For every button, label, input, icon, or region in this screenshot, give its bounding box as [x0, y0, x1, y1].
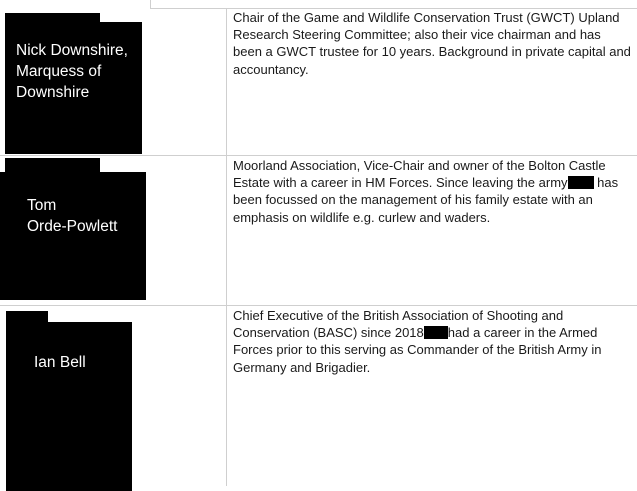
table-row: [0, 305, 637, 486]
redaction-box: [424, 326, 448, 339]
trustee-name: Tom Orde-Powlett: [27, 197, 118, 235]
description-text: had a career in the Armed Forces prior to this serving as Commander of the British Army in Germany and Brigadier.: [233, 325, 602, 375]
description-text: has been focussed on the management of his family estate with an emphasis on wildlife e.g. curlew and waders.: [233, 175, 619, 225]
redaction-box: [568, 176, 594, 189]
trustee-name: Ian Bell: [34, 354, 86, 371]
trustee-description: [233, 9, 633, 78]
trustee-description: [233, 307, 633, 376]
trustee-name: Nick Downshire, Marquess of Downshire: [16, 42, 128, 101]
description-text: Chair of the Game and Wildlife Conservation Trust (GWCT) Upland Research Steering Committee; also their vice chairman and has been a GWCT trustee for 10 years. Background in private capital and accountancy.: [233, 10, 631, 77]
redacted-photo: [6, 322, 132, 491]
table-row: [0, 155, 637, 305]
description-text: Moorland Association, Vice-Chair and owner of the Bolton Castle Estate with a career in HM Forces. Since leaving the army: [233, 158, 606, 191]
trustee-description: [233, 157, 633, 226]
table-row: [0, 0, 637, 155]
description-text: Chief Executive of the British Association of Shooting and Conservation (BASC) since 2018: [233, 308, 564, 341]
